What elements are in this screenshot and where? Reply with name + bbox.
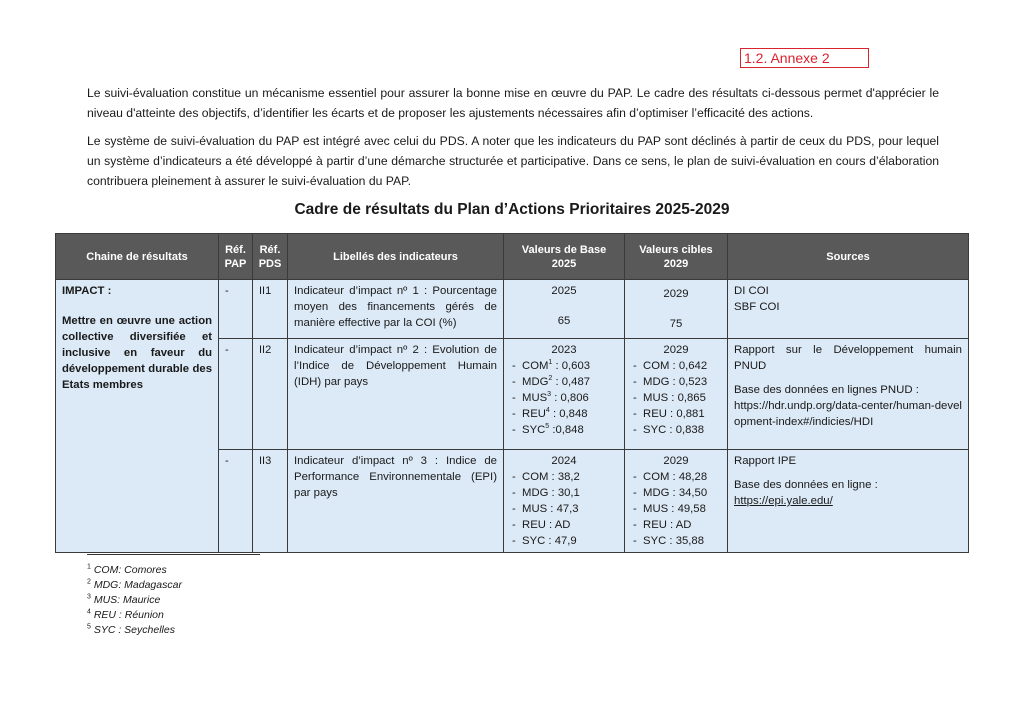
base-value-cell [504, 280, 625, 339]
base-values-list [510, 358, 618, 438]
country-code: MDG [522, 376, 549, 388]
country-code: COM [522, 471, 549, 483]
footnote-number: 3 [87, 593, 91, 601]
footnote-ref[interactable]: 4 [545, 407, 550, 415]
footnote-number: 5 [87, 623, 91, 631]
footnote-ref[interactable]: 3 [547, 391, 552, 399]
target-value-item: - MUS : 0,865 [633, 390, 721, 406]
target-values-list [631, 469, 721, 549]
base-value-item: - COM : 38,2 [512, 469, 618, 485]
ref-pds-cell: II1 [253, 280, 288, 339]
base-value-cell [504, 450, 625, 553]
target-value-item: - REU : 0,881 [633, 406, 721, 422]
base-value-item: - REU : AD [512, 517, 618, 533]
header-ref-pap-line2: PAP [224, 257, 247, 270]
country-code: SYC [643, 424, 667, 436]
footnote-number: 2 [87, 578, 91, 586]
base-value-item [512, 374, 618, 390]
country-code: SYC [643, 535, 667, 547]
value: 48,28 [678, 471, 708, 483]
value: 0,523 [678, 376, 708, 388]
value: 0,848 [559, 408, 588, 420]
value: 0,603 [561, 360, 591, 372]
intro-paragraph-2: Le système de suivi-évaluation du PAP est intégré avec celui du PDS. A noter que les indicateurs du PAP sont déclinés à partir de ceux du PDS, pour lequel un système d’indicateurs a été développé à partir d’une démarche structurée et participative. Dans ce sens, le plan de suivi-évaluation en cours d’élaboration contribuera pleinement à assurer le suivi-évaluation du PAP. [87, 134, 939, 188]
country-code: SYC [522, 424, 546, 436]
header-ref-pds [253, 234, 288, 280]
country-code: MDG [643, 376, 670, 388]
country-code: COM [643, 360, 670, 372]
footnote-item [87, 623, 182, 638]
footnote-item [87, 578, 182, 593]
base-value-item: - SYC : 47,9 [512, 533, 618, 549]
header-base-line1: Valeurs de Base [521, 243, 607, 256]
footnote-number: 4 [87, 608, 91, 616]
footnote-separator [87, 554, 260, 555]
value: 34,50 [678, 487, 708, 499]
target-value-cell [625, 339, 728, 450]
country-code: MUS [643, 392, 669, 404]
source-report: Rapport IPE [734, 455, 797, 467]
target-value-item: - MDG : 34,50 [633, 485, 721, 501]
base-value-item [512, 406, 618, 422]
base-value: 65 [557, 315, 571, 327]
header-target-line2: 2029 [663, 257, 689, 270]
base-values-list [510, 469, 618, 549]
country-code: MUS [522, 503, 548, 515]
value: 0,881 [676, 408, 705, 420]
impact-chain-cell [56, 280, 219, 553]
header-base-values [504, 234, 625, 280]
value: 49,58 [677, 503, 706, 515]
ref-pap-cell: - [219, 280, 253, 339]
country-code: SYC [522, 535, 546, 547]
table-title: Cadre de résultats du Plan d’Actions Prioritaires 2025-2029 [294, 201, 730, 218]
value: AD [675, 519, 692, 531]
sources-cell [728, 450, 969, 553]
footnote-text: REU : Réunion [93, 609, 164, 621]
header-ref-pap-line1: Réf. [225, 243, 246, 256]
value: 38,2 [557, 471, 580, 483]
header-ref-pds-line1: Réf. [259, 243, 281, 256]
value: 47,3 [556, 503, 579, 515]
country-code: MUS [522, 392, 548, 404]
footnote-item [87, 563, 182, 578]
indicator-cell: Indicateur d’impact nº 1 : Pourcentage moyen des financements gérés de manière effective par la COI (%) [288, 280, 504, 339]
table-row [56, 280, 969, 339]
base-value-item: - MUS : 47,3 [512, 501, 618, 517]
footnote-number: 1 [87, 563, 91, 571]
header-target-values [625, 234, 728, 280]
target-values-list [631, 358, 721, 438]
base-value-cell [504, 339, 625, 450]
target-value: 75 [669, 318, 683, 330]
footnote-item [87, 593, 182, 608]
target-year: 2029 [663, 288, 689, 300]
value: 0,838 [675, 424, 704, 436]
base-value-item [512, 390, 618, 406]
value: 0,848 [555, 424, 584, 436]
indicator-cell: Indicateur d’impact nº 3 : Indice de Performance Environnementale (EPI) par pays [288, 450, 504, 553]
separator: : [549, 424, 556, 436]
header-ref-pap [219, 234, 253, 280]
separator: : [549, 408, 560, 420]
footnote-ref[interactable]: 5 [545, 423, 550, 431]
target-value-item: - MUS : 49,58 [633, 501, 721, 517]
header-ref-pds-line2: PDS [258, 257, 282, 270]
separator: : [551, 392, 561, 404]
table-header-row [56, 234, 969, 280]
value: 47,9 [554, 535, 577, 547]
country-code: REU [643, 408, 667, 420]
header-sources: Sources [728, 234, 969, 280]
base-value-item [512, 358, 618, 374]
separator: : [552, 360, 562, 372]
target-value-cell [625, 450, 728, 553]
indicator-cell: Indicateur d’impact nº 2 : Evolution de l’Indice de Développement Humain (IDH) par pays [288, 339, 504, 450]
sources-cell [728, 280, 969, 339]
separator: : [552, 376, 562, 388]
country-code: COM [522, 360, 549, 372]
base-value-item: - MDG : 30,1 [512, 485, 618, 501]
value: 35,88 [675, 535, 704, 547]
header-base-line2: 2025 [551, 257, 577, 270]
impact-description: Mettre en œuvre une action collective diversifiée et inclusive en faveur du développement durable des Etats membres [62, 315, 212, 391]
value: 0,806 [560, 392, 589, 404]
footnote-text: SYC : Seychelles [93, 624, 175, 636]
source-item: DI COI [734, 285, 769, 297]
sources-cell [728, 339, 969, 450]
target-value-item: - COM : 0,642 [633, 358, 721, 374]
base-year: 2023 [551, 344, 577, 356]
ref-pds-cell: II2 [253, 339, 288, 450]
source-database-label: Base des données en lignes PNUD : [734, 384, 919, 396]
country-code: REU [522, 519, 546, 531]
target-value-item: - SYC : 0,838 [633, 422, 721, 438]
footnotes [87, 563, 182, 638]
footnote-text: COM: Comores [93, 564, 167, 576]
source-database-url[interactable]: https://hdr.undp.org/data-center/human-development-index#/indicies/HDI [734, 400, 962, 428]
target-year: 2029 [663, 344, 689, 356]
ref-pap-cell: - [219, 450, 253, 553]
footnote-ref[interactable]: 1 [548, 359, 553, 367]
country-code: REU [522, 408, 546, 420]
target-value-item: - MDG : 0,523 [633, 374, 721, 390]
footnote-text: MUS: Maurice [93, 594, 161, 606]
footnote-item [87, 608, 182, 623]
country-code: MUS [643, 503, 669, 515]
source-item: SBF COI [734, 301, 780, 313]
footnote-text: MDG: Madagascar [93, 579, 182, 591]
source-database-link[interactable]: https://epi.yale.edu/ [734, 495, 833, 507]
base-value-item [512, 422, 618, 438]
source-report: Rapport sur le Développement humain PNUD [734, 344, 962, 372]
base-year: 2024 [551, 455, 577, 467]
country-code: MDG [522, 487, 549, 499]
intro-paragraph-1: Le suivi-évaluation constitue un mécanisme essentiel pour assurer la bonne mise en œuvre du PAP. Le cadre des résultats ci-dessous permet d'apprécier le niveau d'atteinte des objectifs, d’identifier les écarts et de proposer les ajustements nécessaires afin d’optimiser l’efficacité des actions. [87, 86, 939, 120]
value: 0,487 [561, 376, 591, 388]
target-value-cell [625, 280, 728, 339]
target-value-item: - COM : 48,28 [633, 469, 721, 485]
value: 0,865 [677, 392, 706, 404]
ref-pap-cell: - [219, 339, 253, 450]
annex-label: 1.2. Annexe 2 [740, 48, 869, 68]
source-database-label: Base des données en ligne : [734, 479, 878, 491]
header-target-line1: Valeurs cibles [639, 243, 713, 256]
ref-pds-cell: II3 [253, 450, 288, 553]
country-code: MDG [643, 487, 670, 499]
value: 0,642 [678, 360, 708, 372]
country-code: COM [643, 471, 670, 483]
target-value-item: - REU : AD [633, 517, 721, 533]
target-year: 2029 [663, 455, 689, 467]
footnote-ref[interactable]: 2 [548, 375, 553, 383]
target-value-item: - SYC : 35,88 [633, 533, 721, 549]
header-indicators: Libellés des indicateurs [288, 234, 504, 280]
value: 30,1 [557, 487, 580, 499]
results-framework-table [55, 233, 969, 553]
country-code: REU [643, 519, 667, 531]
header-chain: Chaine de résultats [56, 234, 219, 280]
impact-label: IMPACT : [62, 285, 112, 297]
base-year: 2025 [551, 285, 577, 297]
value: AD [554, 519, 571, 531]
